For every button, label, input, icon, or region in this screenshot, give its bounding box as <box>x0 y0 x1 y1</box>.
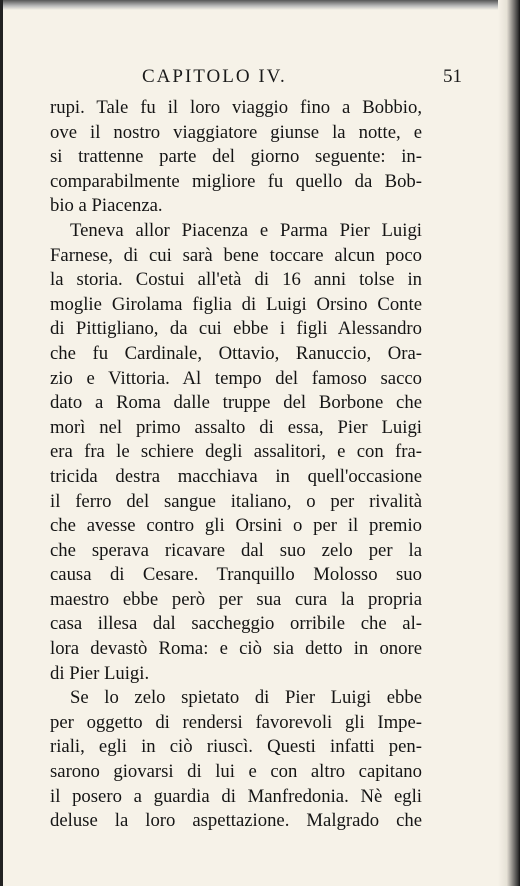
text-line: bio a Piacenza. <box>50 195 163 217</box>
text-line: comparabilmente migliore fu quello da Bob- <box>50 170 422 192</box>
text-line: il posero a guardia di Manfredonia. Nè egli <box>50 785 422 807</box>
page-number: 51 <box>443 66 462 87</box>
text-line: di Pittigliano, da cui ebbe i figli Alessandro <box>50 318 422 340</box>
text-line: lora devastò Roma: e ciò sia detto in onore <box>50 638 422 660</box>
text-line: rupi. Tale fu il loro viaggio fino a Bobbio, <box>50 97 422 118</box>
text-line: che fu Cardinale, Ottavio, Ranuccio, Ora- <box>50 342 422 364</box>
text-line: casa illesa dal saccheggio orribile che al- <box>50 613 422 635</box>
body-text <box>50 96 422 834</box>
running-head <box>60 66 462 100</box>
text-line: il ferro del sangue italiano, o per rivalità <box>50 490 422 512</box>
text-line: causa di Cesare. Tranquillo Molosso suo <box>50 564 422 586</box>
text-line: morì nel primo assalto di essa, Pier Luigi <box>50 416 422 438</box>
text-line: per oggetto di rendersi favorevoli gli Impe- <box>50 711 422 733</box>
text-line: maestro ebbe però per sua cura la propria <box>50 588 422 610</box>
text-line: moglie Girolama figlia di Luigi Orsino Conte <box>50 293 422 315</box>
paragraph-start-line: Teneva allor Piacenza e Parma Pier Luigi <box>70 219 422 241</box>
text-line: Farnese, di cui sarà bene toccare alcun poco <box>50 244 422 266</box>
text-line: riali, egli in ciò riuscì. Questi infatti pen- <box>50 736 422 758</box>
text-line: che sperava ricavare dal suo zelo per la <box>50 539 422 561</box>
text-line: dato a Roma dalle truppe del Borbone che <box>50 392 422 414</box>
chapter-title: CAPITOLO IV. <box>142 66 287 87</box>
scan-shadow-right <box>498 0 520 886</box>
text-line: zio e Vittoria. Al tempo del famoso sacco <box>50 367 422 389</box>
paragraph-start-line: Se lo zelo spietato di Pier Luigi ebbe <box>70 687 422 709</box>
text-line: era fra le schiere degli assalitori, e con fra- <box>50 441 422 463</box>
text-line: sarono giovarsi di lui e con altro capitano <box>50 761 422 783</box>
text-line: che avesse contro gli Orsini o per il premio <box>50 515 422 537</box>
scan-shadow-left <box>0 0 3 886</box>
text-line: di Pier Luigi. <box>50 662 150 684</box>
text-line: si trattenne parte del giorno seguente: in- <box>50 146 422 168</box>
scan-shadow-top <box>0 0 520 10</box>
text-line: ove il nostro viaggiatore giunse la notte, e <box>50 121 422 143</box>
text-line: deluse la loro aspettazione. Malgrado che <box>50 810 422 832</box>
text-line: tricida destra macchiava in quell'occasione <box>50 465 422 487</box>
text-line: la storia. Costui all'età di 16 anni tolse in <box>50 269 422 291</box>
